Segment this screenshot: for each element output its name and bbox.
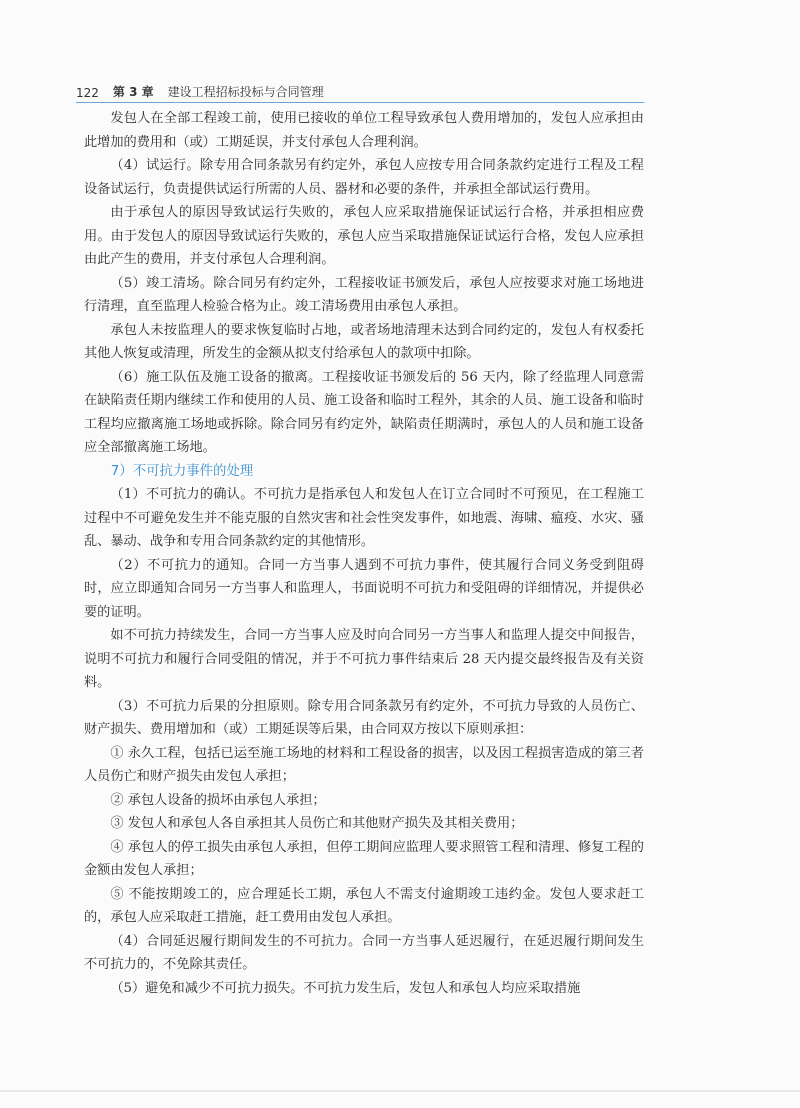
- body-text: [84, 107, 644, 1000]
- list-item: ② 承包人设备的损坏由承包人承担；: [110, 792, 326, 808]
- paragraph: （4）合同延迟履行期间发生的不可抗力。合同一方当事人延迟履行，在延迟履行期间发生不可抗力的，不免除其责任。: [84, 933, 644, 972]
- paragraph: （5）竣工清场。除合同另有约定外，工程接收证书颁发后，承包人应按要求对施工场地进行清理，直至监理人检验合格为止。竣工清场费用由承包人承担。: [84, 275, 644, 314]
- paragraph: （1）不可抗力的确认。不可抗力是指承包人和发包人在订立合同时不可预见，在工程施工过程中不可避免发生并不能克服的自然灾害和社会性突发事件，如地震、海啸、瘟疫、水灾、骚乱、暴动、战争和专用合同条款约定的其他情形。: [84, 487, 644, 549]
- chapter-title: 建设工程招标投标与合同管理: [167, 85, 324, 99]
- list-item: ③ 发包人和承包人各自承担其人员伤亡和其他财产损失及其相关费用；: [110, 816, 524, 831]
- page-number: 122: [76, 86, 99, 100]
- paragraph: 承包人未按监理人的要求恢复临时占地，或者场地清理未达到合同约定的，发包人有权委托其他人恢复或清理，所发生的金额从拟支付给承包人的款项中扣除。: [84, 322, 644, 361]
- paragraph: （5）避免和减少不可抗力损失。不可抗力发生后，发包人和承包人均应采取措施: [110, 980, 581, 996]
- list-item: ⑤ 不能按期竣工的，应合理延长工期，承包人不需支付逾期竣工违约金。发包人要求赶工的，承包人应采取赶工措施，赶工费用由发包人承担。: [84, 886, 644, 925]
- paragraph: 如不可抗力持续发生，合同一方当事人应及时向合同另一方当事人和监理人提交中间报告，说明不可抗力和履行合同受阻的情况，并于不可抗力事件结束后 28 天内提交最终报告及有关资料。: [84, 628, 644, 690]
- chapter-label: 第 3 章: [112, 85, 154, 99]
- list-item: ① 永久工程，包括已运至施工场地的材料和工程设备的损害，以及因工程损害造成的第三者人员伤亡和财产损失由发包人承担；: [84, 745, 644, 784]
- paragraph: （2）不可抗力的通知。合同一方当事人遇到不可抗力事件，使其履行合同义务受到阻碍时，应立即通知合同另一方当事人和监理人，书面说明不可抗力和受阻碍的详细情况，并提供必要的证明。: [84, 557, 644, 620]
- paragraph: （6）施工队伍及施工设备的撤离。工程接收证书颁发后的 56 天内，除了经监理人同意需在缺陷责任期内继续工作和使用的人员、施工设备和临时工程外，其余的人员、施工设备和临时工程均应撤离施工场地或拆除。除合同另有约定外，缺陷责任期满时，承包人的人员和施工设备应全部撤离施工场地。: [84, 369, 644, 455]
- page-bottom-edge: [0, 1090, 800, 1092]
- list-item: ④ 承包人的停工损失由承包人承担，但停工期间应监理人要求照管工程和清理、修复工程的金额由发包人承担；: [84, 839, 644, 878]
- paragraph: （3）不可抗力后果的分担原则。除专用合同条款另有约定外，不可抗力导致的人员伤亡、财产损失、费用增加和（或）工期延误等后果，由合同双方按以下原则承担：: [84, 698, 644, 737]
- section-heading: 7）不可抗力事件的处理: [110, 463, 254, 479]
- running-header: [76, 80, 644, 103]
- paragraph: （4）试运行。除专用合同条款另有约定外，承包人应按专用合同条款约定进行工程及工程设备试运行，负责提供试运行所需的人员、器材和必要的条件，并承担全部试运行费用。: [84, 158, 644, 197]
- paragraph: 由于承包人的原因导致试运行失败的，承包人应采取措施保证试运行合格，并承担相应费用。由于发包人的原因导致试运行失败的，承包人应当采取措施保证试运行合格，发包人应承担由此产生的费用，并支付承包人合理利润。: [84, 205, 644, 267]
- paragraph: 发包人在全部工程竣工前，使用已接收的单位工程导致承包人费用增加的，发包人应承担由此增加的费用和（或）工期延误，并支付承包人合理利润。: [84, 111, 644, 150]
